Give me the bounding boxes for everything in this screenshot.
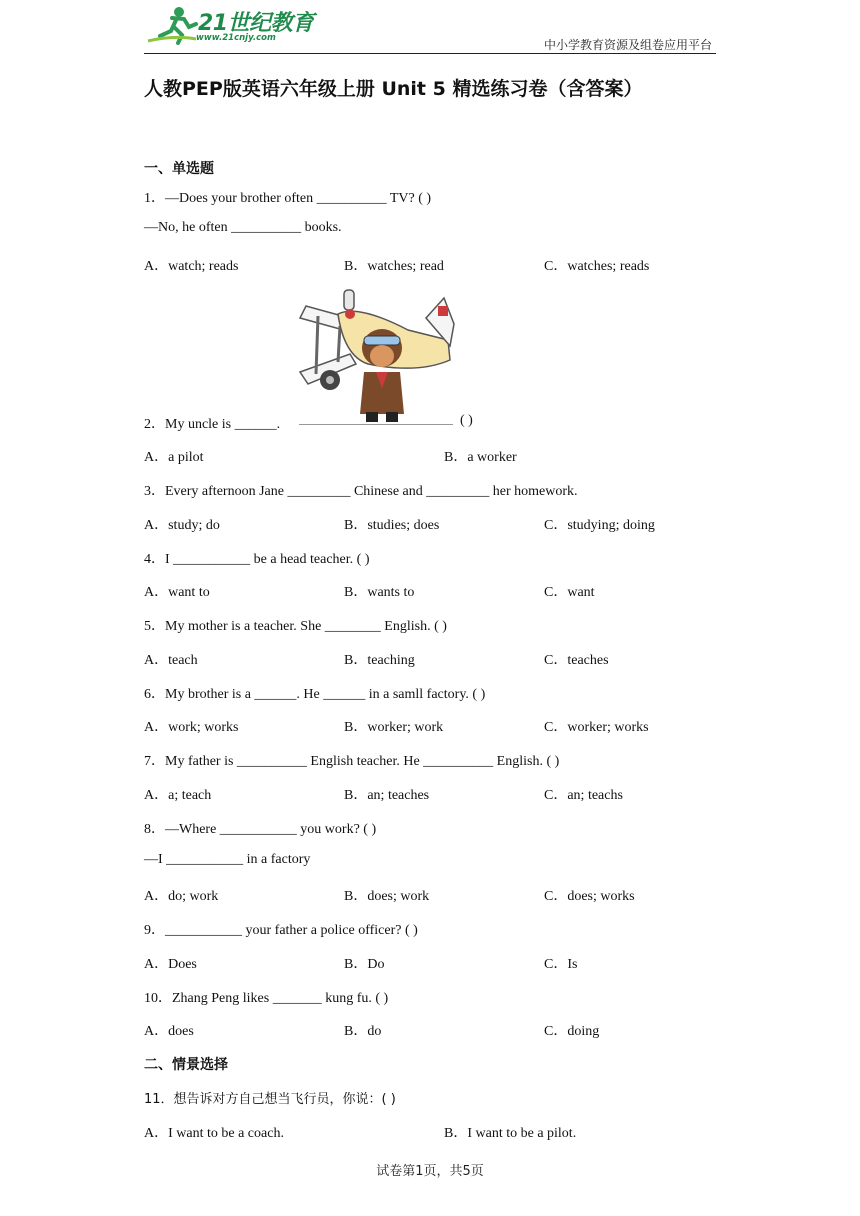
option-a: A．I want to be a coach.: [144, 1126, 284, 1141]
question-11: [144, 1088, 396, 1108]
option-b: B．does; work: [344, 889, 430, 904]
page-title: 人教PEP版英语六年级上册 Unit 5 精选练习卷（含答案）: [144, 78, 643, 100]
option-c: C．does; works: [544, 889, 635, 904]
question-6: 6．My brother is a ______. He ______ in a samll factory. ( ): [144, 687, 486, 702]
question-8-line2: —I ___________ in a factory: [144, 852, 311, 867]
question-11-text: 11．想告诉对方自己想当飞行员，你说：( ): [144, 1092, 396, 1107]
option-a: A．teach: [144, 653, 198, 668]
question-8: 8．—Where ___________ you work? ( ): [144, 822, 377, 837]
question-7: 7．My father is __________ English teacher. He __________ English. ( ): [144, 754, 560, 769]
question-4: 4．I ___________ be a head teacher. ( ): [144, 552, 370, 567]
option-c: C．want: [544, 585, 595, 600]
option-a: A．Does: [144, 957, 197, 972]
option-a: A．do; work: [144, 889, 219, 904]
option-a: A．want to: [144, 585, 210, 600]
question-2-paren: ( ): [460, 413, 473, 428]
option-a: A．does: [144, 1024, 194, 1039]
pilot-airplane-image: [298, 284, 458, 426]
platform-text: 中小学教育资源及组卷应用平台: [543, 38, 712, 52]
option-a: A．watch; reads: [144, 259, 239, 274]
option-b: B．a worker: [444, 450, 517, 465]
page-header: [0, 0, 860, 60]
question-9: 9．___________ your father a police officer? ( ): [144, 923, 418, 938]
option-b: B．worker; work: [344, 720, 444, 735]
option-c: C．watches; reads: [544, 259, 650, 274]
option-b: B．I want to be a pilot.: [444, 1126, 577, 1141]
question-5: 5．My mother is a teacher. She ________ English. ( ): [144, 619, 447, 634]
question-1-line2: —No, he often __________ books.: [144, 220, 342, 235]
option-c: C．doing: [544, 1024, 600, 1039]
option-c: C．studying; doing: [544, 518, 655, 533]
option-c: C．Is: [544, 957, 578, 972]
option-b: B．watches; read: [344, 259, 444, 274]
logo-text: 21世纪教育: [198, 11, 314, 36]
question-3: 3．Every afternoon Jane _________ Chinese and _________ her homework.: [144, 484, 578, 499]
option-a: A．a; teach: [144, 788, 212, 803]
option-b: B．studies; does: [344, 518, 440, 533]
option-b: B．an; teaches: [344, 788, 430, 803]
question-1: 1．—Does your brother often __________ TV? ( ): [144, 191, 432, 206]
question-10: 10．Zhang Peng likes _______ kung fu. ( ): [144, 991, 389, 1006]
section-heading: 一、单选题: [144, 161, 214, 177]
option-a: A．work; works: [144, 720, 239, 735]
section-heading: 二、情景选择: [144, 1057, 228, 1073]
option-a: A．study; do: [144, 518, 220, 533]
option-c: C．worker; works: [544, 720, 649, 735]
answer-blank-line: [299, 424, 453, 425]
header-divider: [144, 53, 716, 54]
option-b: B．wants to: [344, 585, 415, 600]
option-c: C．an; teachs: [544, 788, 623, 803]
option-b: B．do: [344, 1024, 382, 1039]
page-footer: 试卷第1页，共5页: [376, 1164, 484, 1179]
logo-url: www.21cnjy.com: [196, 33, 276, 43]
option-b: B．Do: [344, 957, 385, 972]
option-b: B．teaching: [344, 653, 415, 668]
option-c: C．teaches: [544, 653, 609, 668]
option-a: A．a pilot: [144, 450, 204, 465]
question-2: 2．My uncle is ______.: [144, 417, 281, 432]
